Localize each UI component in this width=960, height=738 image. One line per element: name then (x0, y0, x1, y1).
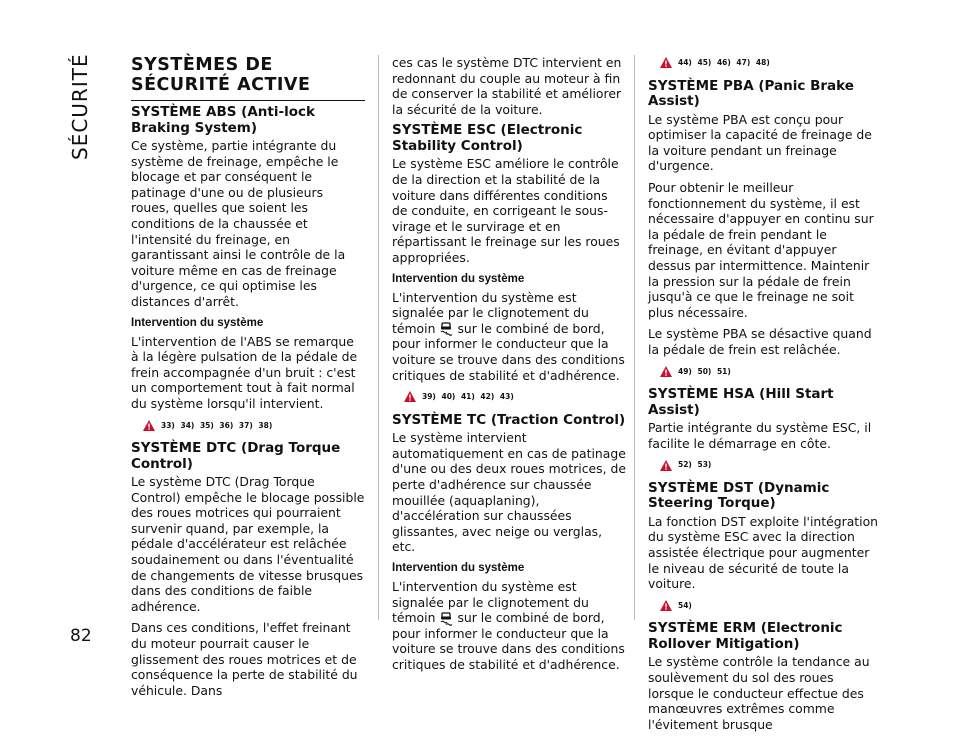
pba-body-3: Le système PBA se désactive quand la pédale de frein est relâchée. (648, 326, 872, 357)
tc-sub-heading: Intervention du système (392, 561, 525, 574)
abs-sub-heading: Intervention du système (131, 316, 264, 329)
pba-body-1: Le système PBA est conçu pour optimiser la capacité de freinage de la voiture pendant un freinage d'urgence. (648, 111, 872, 174)
warning-triangle-icon (660, 366, 672, 377)
warning-triangle-icon (404, 391, 416, 402)
abs-sub-body: L'intervention de l'ABS se remarque à la légère pulsation de la pédale de frein accompagnée d'un bruit : c'est un comportement tout à fait normal du système lorsqu'il intervient. (131, 333, 358, 411)
tc-sub-body (392, 579, 626, 673)
esc-sub-body-a: L'intervention du système est signalée par le clignotement du témoin (392, 289, 589, 336)
page-title: SYSTÈMES DE SÉCURITÉ ACTIVE (131, 55, 365, 101)
pba-body-2: Pour obtenir le meilleur fonctionnement du système, il est nécessaire d'appuyer en continu sur la pédale de frein pendant le freinage, en évitant d'appuyer dessus par intermittence. Maintenir la pression sur la pédale de frein jusqu'à ce que le freinage ne soit plus nécessaire. (648, 179, 874, 320)
tc-sub-body-b: sur le combiné de bord, pour informer le conducteur que la voiture se trouve dans des conditions critiques de stabilité et d'adhérence. (392, 610, 625, 672)
dtc-body-1: Le système DTC (Drag Torque Control) empêche le blocage possible des roues motrices qui pourraient survenir quand, par exemple, la pédale d'accélérateur est relâchée soudainement ou dans l'éventualité de changements de vitesse brusques dans des conditions de faible adhérence. (131, 474, 365, 614)
esc-sub-body (392, 290, 626, 384)
tc-sub-body-a: L'intervention du système est signalée par le clignotement du témoin (392, 578, 589, 626)
dst-warning-refs (660, 598, 882, 614)
warning-triangle-icon (660, 460, 672, 471)
erm-body: Le système contrôle la tendance au soulèvement du sol des roues lorsque le conducteur effectue des manœuvres extrêmes comme l'évitement brusque (648, 654, 870, 732)
warning-triangle-icon (660, 57, 672, 68)
warning-triangle-icon (660, 600, 672, 611)
esc-body: Le système ESC améliore le contrôle de la direction et la stabilité de la voiture dans différentes conditions de conduite, en corrigeant le sous-virage et le survirage et en répartissant le freinage sur les roues appropriées. (392, 156, 620, 265)
abs-body: Ce système, partie intégrante du système de freinage, empêche le blocage et par conséquent le patinage d'une ou de plusieurs roues, quelles que soient les conditions de la chaussée et l'intensité du freinage, en garantissant ainsi le contrôle de la voiture même en cas de freinage d'urgence, ce qui optimise les distances d'arrêt. (131, 138, 346, 309)
warning-refs-text: 44) 45) 46) 47) 48) (678, 58, 770, 67)
column-divider (378, 55, 379, 620)
dtc-body-2: Dans ces conditions, l'effet freinant du moteur pourrait causer le glissement des roues motrices et de conséquence la perte de stabilité du véhicule. Dans (131, 620, 358, 698)
column-1 (131, 55, 365, 704)
warning-refs-text: 54) (678, 600, 692, 610)
tc-heading: SYSTÈME TC (Traction Control) (392, 411, 626, 428)
esc-heading: SYSTÈME ESC (Electronic Stability Control) (392, 122, 583, 154)
hsa-body: Partie intégrante du système ESC, il facilite le démarrage en côte. (648, 420, 872, 451)
warning-refs-text: 49) 50) 51) (678, 366, 731, 376)
erm-heading: SYSTÈME ERM (Electronic Rollover Mitigation) (648, 620, 843, 652)
hsa-warning-refs (660, 457, 882, 473)
column-3 (648, 55, 882, 738)
chapter-title-text: SÉCURITÉ (68, 53, 92, 160)
chapter-title (68, 40, 108, 160)
dtc-heading: SYSTÈME DTC (Drag Torque Control) (131, 440, 341, 472)
warning-refs-text: 33) 34) 35) 36) 37) 38) (161, 420, 273, 430)
abs-heading: SYSTÈME ABS (Anti-lock Braking System) (131, 104, 315, 136)
warning-refs-text: 52) 53) (678, 460, 712, 470)
pba-heading: SYSTÈME PBA (Panic Brake Assist) (648, 77, 854, 110)
page-number: 82 (70, 626, 92, 646)
pba-warning-refs (660, 364, 882, 380)
column-2 (392, 55, 626, 679)
warning-triangle-icon (143, 420, 155, 431)
esc-sub-heading: Intervention du système (392, 272, 525, 285)
esc-sub-body-b: sur le combiné de bord, pour informer le conducteur que la voiture se trouve dans des conditions critiques de stabilité et d'adhérence. (392, 320, 625, 383)
dst-body: La fonction DST exploite l'intégration du système ESC avec la direction assistée électrique pour augmenter le niveau de sécurité de toute la voiture. (648, 513, 879, 592)
tc-body: Le système intervient automatiquement en cas de patinage d'une ou des deux roues motrices, de perte d'adhérence sur chaussée mouillée (aquaplaning), d'accélération sur chaussées glissantes, avec neige ou verglas, etc. (392, 430, 626, 555)
warning-refs-text: 39) 40) 41) 42) 43) (422, 392, 514, 402)
esc-skid-icon (438, 322, 454, 336)
esc-skid-icon (438, 612, 454, 626)
esc-warning-refs (404, 389, 626, 405)
column-divider (634, 55, 635, 620)
abs-warning-refs (143, 418, 365, 434)
hsa-heading: SYSTÈME HSA (Hill Start Assist) (648, 386, 834, 418)
pba-warning-refs-top (660, 55, 882, 71)
dst-heading: SYSTÈME DST (Dynamic Steering Torque) (648, 479, 830, 512)
dtc-body-3: ces cas le système DTC intervient en redonnant du couple au moteur à fin de conserver la stabilité et améliorer la sécurité de la voiture. (392, 55, 622, 117)
